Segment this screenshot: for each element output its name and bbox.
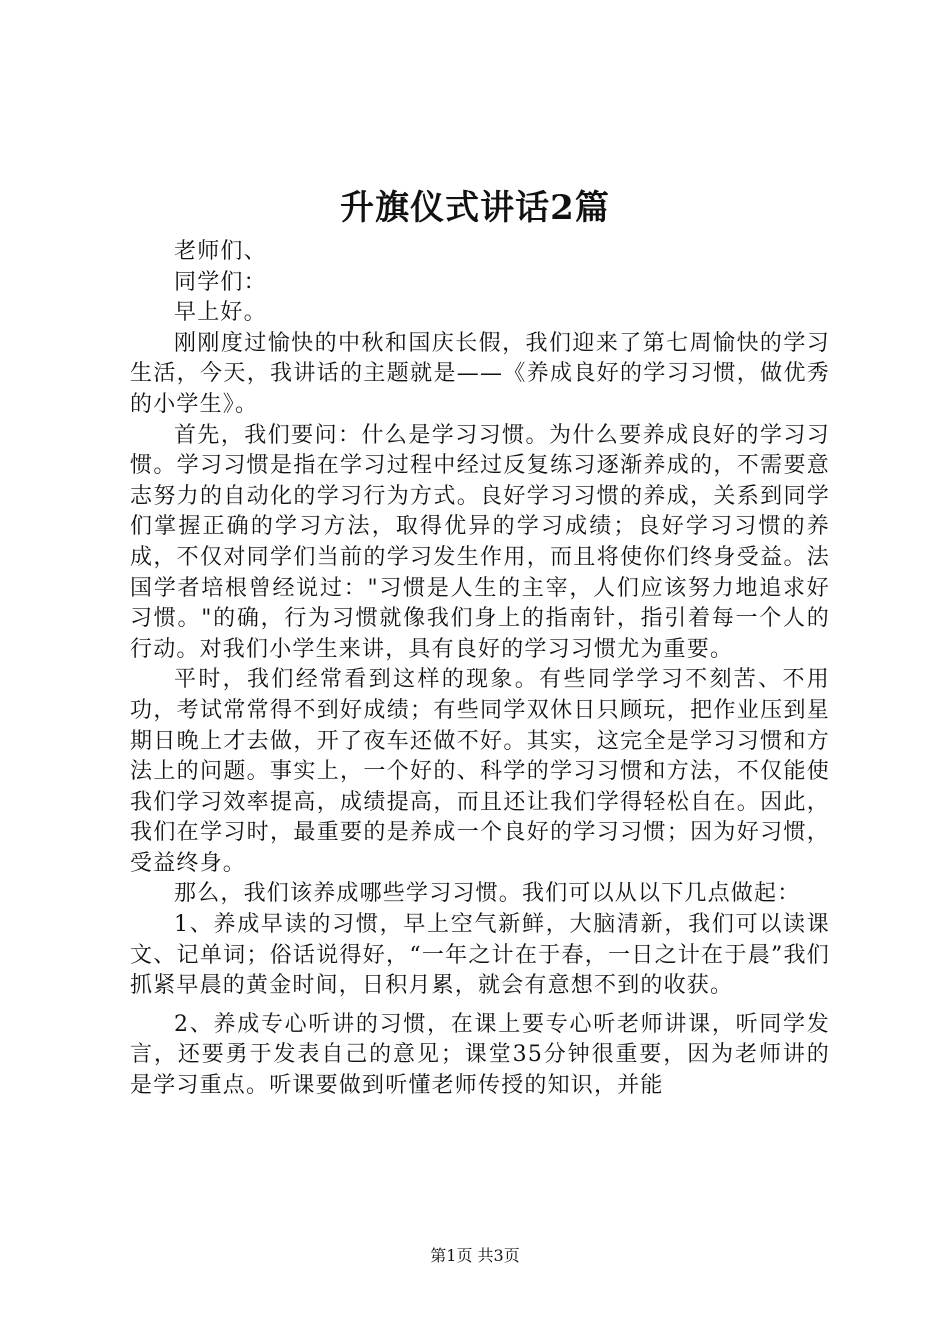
document-body — [130, 237, 830, 1102]
paragraph-intro: 刚刚度过愉快的中秋和国庆长假，我们迎来了第七周愉快的学习生活，今天，我讲话的主题就是——《养成良好的学习习惯，做优秀的小学生》。 — [130, 330, 830, 417]
paragraph-phenomenon: 平时，我们经常看到这样的现象。有些同学学习不刻苦、不用功，考试常常得不到好成绩；有些同学双休日只顾玩，把作业压到星期日晚上才去做，开了夜车还做不好。其实，这完全是学习习惯和方法上的问题。事实上，一个好的、科学的学习习惯和方法，不仅能使我们学习效率提高，成绩提高，而且还让我们学得轻松自在。因此，我们在学习时，最重要的是养成一个良好的学习习惯；因为好习惯，受益终身。 — [130, 667, 830, 876]
page-number-footer: 第1页 共3页 — [430, 1246, 520, 1265]
document-title: 升旗仪式讲话2篇 — [340, 188, 610, 228]
list-item-morning-reading: 1、养成早读的习惯，早上空气新鲜，大脑清新，我们可以读课文、记单词；俗话说得好，“一年之计在于春，一日之计在于晨”我们抓紧早晨的黄金时间，日积月累，就会有意想不到的收获。 — [130, 912, 830, 999]
paragraph-what-is-habit: 首先，我们要问：什么是学习习惯。为什么要养成良好的学习习惯。学习习惯是指在学习过程中经过反复练习逐渐养成的，不需要意志努力的自动化的学习行为方式。良好学习习惯的养成，关系到同学们掌握正确的学习方法，取得优异的学习成绩；良好学习习惯的养成，不仅对同学们当前的学习发生作用，而且将使你们终身受益。法国学者培根曾经说过："习惯是人生的主宰，人们应该努力地追求好习惯。"的确，行为习惯就像我们身上的指南针，指引着每一个人的行动。对我们小学生来讲，具有良好的学习习惯尤为重要。 — [130, 422, 830, 662]
greeting: 早上好。 — [174, 300, 267, 326]
salutation-teachers: 老师们、 — [174, 239, 267, 264]
salutation-students: 同学们： — [174, 269, 267, 295]
paragraph-which-habits: 那么，我们该养成哪些学习习惯。我们可以从以下几点做起： — [174, 881, 801, 907]
list-item-attentive-listening: 2、养成专心听讲的习惯，在课上要专心听老师讲课，听同学发言，还要勇于发表自己的意见；课堂35分钟很重要，因为老师讲的是学习重点。听课要做到听懂老师传授的知识，并能 — [130, 1011, 830, 1099]
